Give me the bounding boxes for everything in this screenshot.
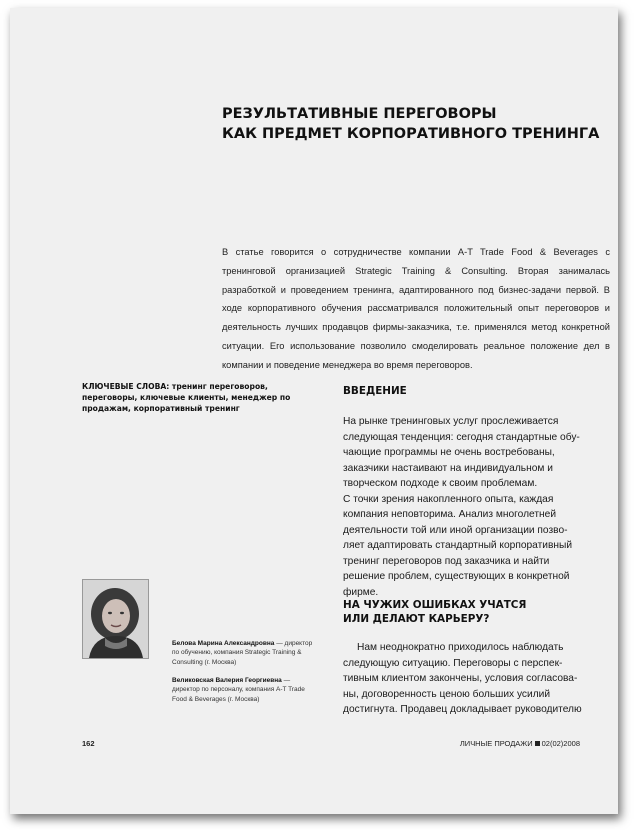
section-heading-line-1: НА ЧУЖИХ ОШИБКАХ УЧАТСЯ: [343, 599, 527, 611]
article-title-line-2: КАК ПРЕДМЕТ КОРПОРАТИВНОГО ТРЕНИНГА: [222, 126, 600, 142]
text-line: творческом подходе к своим проблемам.: [343, 478, 538, 489]
author-name: Великовская Валерия Георгиевна: [172, 677, 282, 684]
section-heading-line-2: ИЛИ ДЕЛАЮТ КАРЬЕРУ?: [343, 612, 490, 625]
keywords: КЛЮЧЕВЫЕ СЛОВА: тренинг переговоров, переговоры, ключевые клиенты, менеджер по продажам, корпоративный тренинг: [82, 382, 291, 413]
author-bio-2: [172, 676, 318, 704]
text-line: достигнута. Продавец докладывает руководителю: [343, 704, 582, 715]
author-name: Белова Марина Александровна: [172, 640, 275, 647]
section-heading-introduction: ВВЕДЕНИЕ: [343, 385, 407, 397]
text-line: компания неповторима. Анализ многолетней: [343, 509, 557, 520]
section-heading-mistakes: [343, 599, 526, 626]
text-line: решение проблем, существующих в конкретной: [343, 571, 570, 582]
text-line: С точки зрения накопленного опыта, каждая: [343, 493, 554, 505]
introduction-text: [343, 414, 611, 600]
article-title: [222, 104, 599, 144]
text-line: ны, договоренность ценою больших усилий: [343, 688, 551, 700]
journal-name: ЛИЧНЫЕ ПРОДАЖИ: [459, 739, 533, 748]
text-line: следующая тенденция: сегодня стандартные обу-: [343, 431, 580, 443]
author-description: — директор по персоналу, компания A-T Trade Food & Beverages (г. Москва): [172, 677, 305, 703]
journal-issue: 02(02)2008: [541, 739, 580, 748]
text-line: следующую ситуацию. Переговоры с перспек-: [343, 657, 563, 669]
mistakes-text: [343, 640, 611, 718]
author-photo: [82, 579, 149, 659]
text-line: тренинг переговоров под заказчика и найти: [343, 555, 550, 567]
text-line: тивным клиентом закончены, условия согласова-: [343, 673, 578, 684]
author-description: — директор по обучению, компания Strategic Training & Consulting (г. Москва): [172, 640, 313, 666]
text-line: фирме.: [343, 586, 379, 598]
journal-footer: [460, 739, 580, 748]
text-line: чающие программы не очень востребованы,: [343, 447, 555, 458]
author-bio-1: [172, 639, 318, 667]
page-number: 162: [82, 739, 95, 748]
article-abstract: В статье говорится о сотрудничестве компании A-T Trade Food & Beverages с тренинговой организацией Strategic Training & Consulting. Вторая занималась разработкой и проведением тренинга, адаптированного под бизнес-задачи первой. В ходе корпоративного обучения рассматривался положительный опыт переговоров и деятельность лучших продавцов фирмы-заказчика, т.е. применялся метод конкретной ситуации. Его использование позволило смоделировать реальное положение дел в компании и поведение менеджера во время переговоров.: [222, 247, 610, 370]
portrait-image: [83, 580, 148, 658]
square-bullet-icon: [535, 741, 540, 746]
text-line: ляет адаптировать стандартный корпоративный: [343, 540, 573, 551]
magazine-page: [10, 8, 618, 814]
text-line: деятельности той или иной организации позво-: [343, 524, 568, 536]
article-title-line-1: РЕЗУЛЬТАТИВНЫЕ ПЕРЕГОВОРЫ: [222, 106, 497, 122]
text-line: заказчики настаивают на индивидуальном и: [343, 462, 553, 474]
text-line: На рынке тренинговых услуг прослеживается: [343, 416, 559, 427]
text-line: Нам неоднократно приходилось наблюдать: [357, 642, 564, 653]
